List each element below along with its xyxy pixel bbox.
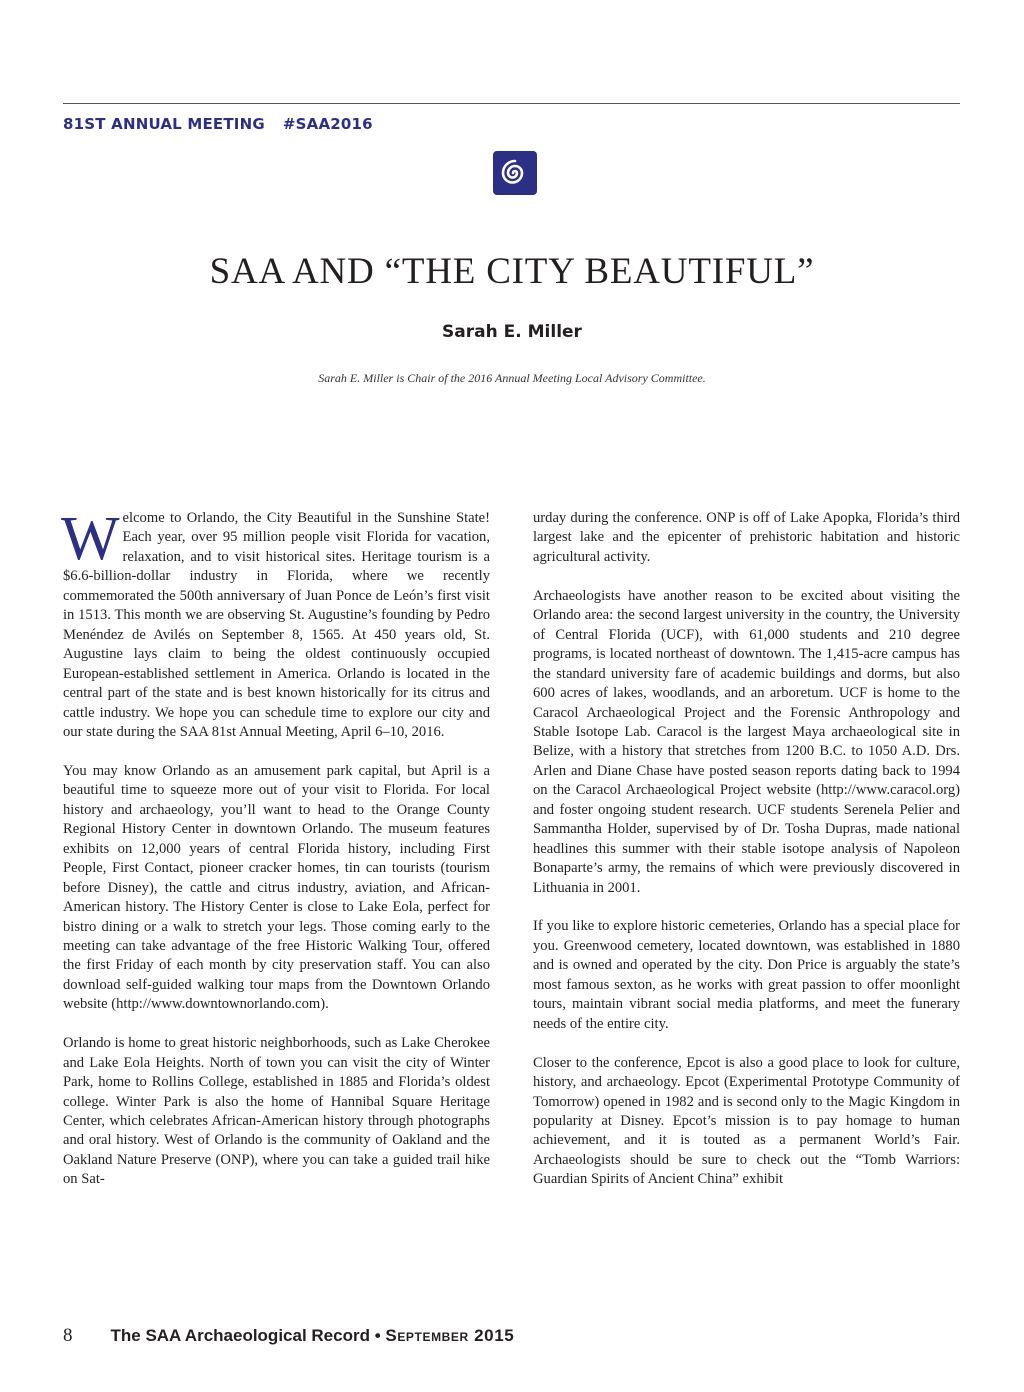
paragraph: urday during the conference. ONP is off of Lake Apopka, Florida’s third largest lake and the epicenter of prehistoric habitation and historic agricultural activity. xyxy=(533,510,960,565)
author-note: Sarah E. Miller is Chair of the 2016 Annual Meeting Local Advisory Committee. xyxy=(318,371,706,385)
issue-date: September 2015 xyxy=(385,1326,515,1345)
paragraph: You may know Orlando as an amusement park capital, but April is a beautiful time to squeeze more out of your visit to Florida. For local history and archaeology, you’ll want to head to the Orange County Regional History Center in downtown Orlando. The museum features exhibits on 12,000 years of central Florida history, including First People, First Contact, pioneer cracker homes, tin can tourists (tourism before Disney), the cattle and citrus industry, aviation, and African-American history. The History Center is close to Lake Eola, perfect for bistro dining or a walk to stretch your legs. Those coming early to the meeting can take advantage of the free Historic Walking Tour, offered the first Friday of each month by city preservation staff. You can also download self-guided walking tour maps from the Downtown Orlando website (http://www.downtownorlando.com). xyxy=(63,762,490,1013)
spiral-logo-icon xyxy=(493,151,537,195)
paragraph: Closer to the conference, Epcot is also a good place to look for culture, history, and archaeology. Epcot (Experimental Prototype Community of Tomorrow) opened in 1982 and is second only to the Magic Kingdom in popularity at Disney. Epcot’s mission is to pay homage to human achievement, and it is touted as a permanent World’s Fair. Archaeologists should be sure to check out the “Tomb Warriors: Guardian Spirits of Ancient China” exhibit xyxy=(533,1054,960,1188)
paragraph xyxy=(61,505,490,742)
left-column xyxy=(61,505,490,1209)
article-title: SAA AND “THE CITY BEAUTIFUL” xyxy=(209,251,815,292)
right-column xyxy=(533,509,960,1209)
page-number: 8 xyxy=(63,1325,73,1346)
page-footer xyxy=(63,1325,514,1347)
meeting-name: 81ST ANNUAL MEETING xyxy=(63,115,265,133)
paragraph-text: elcome to Orlando, the City Beautiful in the Sunshine State! Each year, over 95 million people visit Florida for vacation, relaxation, and to visit historical sites. Heritage tourism is a $6.6-billion-dollar industry in Florida, where we recently commemorated the 500th anniversary of Juan Ponce de León’s first visit in 1513. This month we are observing St. Augustine’s founding by Pedro Menéndez de Avilés on September 8, 1565. At 450 years old, St. Augustine lays claim to being the oldest continuously occupied European-established settlement in America. Orlando is located in the central part of the state and is best known historically for its citrus and cattle industry. We hope you can schedule time to explore our city and our state during the SAA 81st Annual Meeting, April 6–10, 2016. xyxy=(63,510,490,740)
meeting-hashtag: #SAA2016 xyxy=(282,115,373,133)
publication-name: The SAA Archaeological Record xyxy=(110,1326,370,1345)
footer-separator: • xyxy=(374,1326,381,1345)
article-author: Sarah E. Miller xyxy=(442,322,582,342)
paragraph: If you like to explore historic cemeteries, Orlando has a special place for you. Greenwood cemetery, located downtown, was established in 1880 and is owned and operated by the city. Don Price is arguably the state’s most famous sexton, as he works with great passion to offer moonlight tours, maintain vibrant social media platforms, and meet the funerary needs of the entire city. xyxy=(533,918,960,1032)
paragraph: Orlando is home to great historic neighborhoods, such as Lake Cherokee and Lake Eola Heights. North of town you can visit the city of Winter Park, home to Rollins College, established in 1885 and Florida’s oldest college. Winter Park is also the home of Hannibal Square Heritage Center, which celebrates African-American history through photographs and oral history. West of Orlando is the community of Oakland and the Oakland Nature Preserve (ONP), where you can take a guided trail hike on Sat- xyxy=(63,1035,490,1188)
paragraph: Archaeologists have another reason to be excited about visiting the Orlando area: the second largest university in the country, the University of Central Florida (UCF), with 61,000 students and 210 degree programs, is located northeast of downtown. The 1,415-acre campus has the standard university fare of academic buildings and dorms, but also 600 acres of lakes, woodlands, and an arboretum. UCF is home to the Caracol Archaeological Project and the Forensic Anthropology and Stable Isotope Lab. Caracol is the largest Maya archaeological site in Belize, with a history that stretches from 1200 B.C. to 1050 A.D. Drs. Arlen and Diane Chase have posted season reports dating back to 1994 on the Caracol Archaeological Project website (http://www.caracol.org) and foster ongoing student research. UCF students Serenela Pelier and Sammantha Holder, supervised by of Dr. Tosha Dupras, made national headlines this summer with their stable isotope analysis of Napoleon Bonaparte’s army, the remains of which were previously discovered in Lithuania in 2001. xyxy=(533,587,960,896)
header-rule xyxy=(63,103,960,104)
meeting-label xyxy=(63,115,373,133)
drop-cap: W xyxy=(61,505,120,573)
